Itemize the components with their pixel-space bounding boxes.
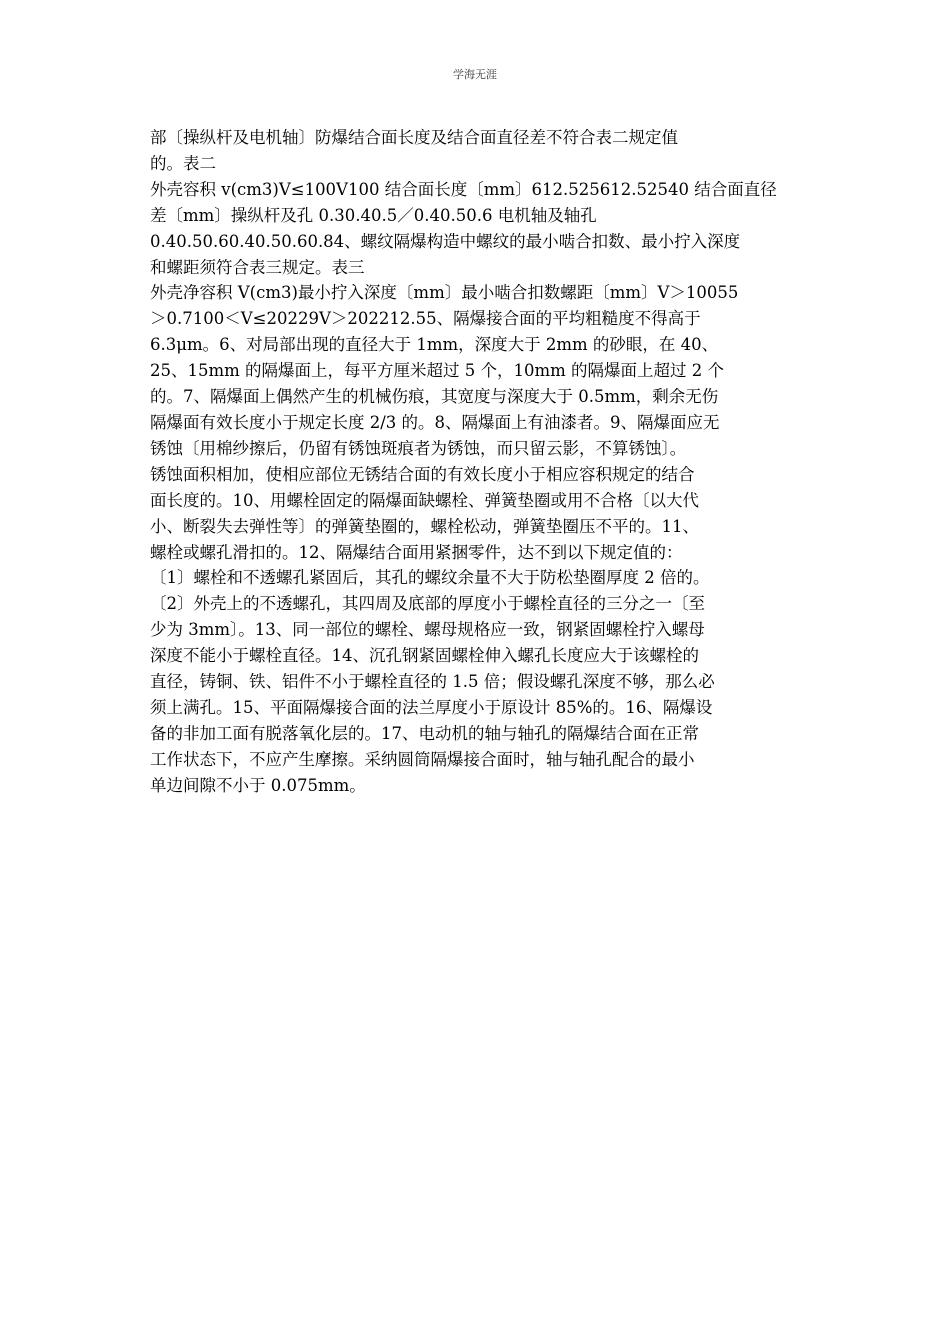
text-line: ＞0.7100＜V≤20229V＞202212.55、隔爆接合面的平均粗糙度不得高于: [150, 309, 701, 329]
text-line: 0.40.50.60.40.50.60.84、螺纹隔爆构造中螺纹的最小啮合扣数、最小拧入深度: [150, 231, 741, 251]
text-line: 面长度的。10、用螺栓固定的隔爆面缺螺栓、弹簧垫圈或用不合格〔以大代: [150, 490, 699, 510]
text-line: 锈蚀面积相加，使相应部位无锈结合面的有效长度小于相应容积规定的结合: [150, 464, 695, 484]
text-line: 单边间隙不小于 0.075mm。: [150, 775, 366, 795]
page-header: 学海无涯: [453, 68, 497, 81]
text-line: 外壳容积 v(cm3)V≤100V100 结合面长度〔mm〕612.525612.52540 结合面直径: [150, 179, 777, 199]
text-line: 须上满孔。15、平面隔爆接合面的法兰厚度小于原设计 85%的。16、隔爆设: [150, 697, 713, 717]
text-line: 〔1〕螺栓和不透螺孔紧固后，其孔的螺纹余量不大于防松垫圈厚度 2 倍的。: [150, 568, 710, 588]
text-line: 的。表二: [150, 153, 216, 173]
text-line: 部〔操纵杆及电机轴〕防爆结合面长度及结合面直径差不符合表二规定值: [150, 128, 678, 147]
text-line: 差〔mm〕操纵杆及孔 0.30.40.5／0.40.50.6 电机轴及轴孔: [150, 205, 597, 225]
text-line: 锈蚀〔用棉纱擦后，仍留有锈蚀斑痕者为锈蚀，而只留云影，不算锈蚀〕。: [150, 438, 687, 458]
text-line: 螺栓或螺孔滑扣的。12、隔爆结合面用紧捆零件，达不到以下规定值的：: [150, 542, 683, 562]
text-line: 工作状态下，不应产生摩擦。采纳圆筒隔爆接合面时，轴与轴孔配合的最小: [150, 749, 695, 769]
text-line: 小、断裂失去弹性等〕的弹簧垫圈的，螺栓松动，弹簧垫圈压不平的。11、: [150, 516, 699, 536]
text-line: 深度不能小于螺栓直径。14、沉孔钢紧固螺栓伸入螺孔长度应大于该螺栓的: [150, 646, 699, 666]
text-line: 和螺距须符合表三规定。表三: [150, 257, 365, 277]
text-line: 隔爆面有效长度小于规定长度 2/3 的。8、隔爆面上有油漆者。9、隔爆面应无: [150, 412, 720, 432]
text-line: 备的非加工面有脱落氧化层的。17、电动机的轴与轴孔的隔爆结合面在正常: [150, 723, 699, 743]
text-line: 外壳净容积 V(cm3)最小拧入深度〔mm〕最小啮合扣数螺距〔mm〕V＞10055: [150, 283, 739, 303]
text-line: 〔2〕外壳上的不透螺孔，其四周及底部的厚度小于螺栓直径的三分之一〔至: [150, 594, 705, 614]
body-text: [150, 125, 800, 799]
text-line: 25、15mm 的隔爆面上，每平方厘米超过 5 个，10mm 的隔爆面上超过 2 个: [150, 361, 725, 381]
text-line: 少为 3mm〕。13、同一部位的螺栓、螺母规格应一致，钢紧固螺栓拧入螺母: [150, 620, 705, 640]
text-line: 直径，铸铜、铁、铝件不小于螺栓直径的 1.5 倍；假设螺孔深度不够，那么必: [150, 672, 715, 692]
text-line: 6.3μm。6、对局部出现的直径大于 1mm，深度大于 2mm 的砂眼，在 40、: [150, 335, 719, 355]
text-line: 的。7、隔爆面上偶然产生的机械伤痕，其宽度与深度大于 0.5mm，剩余无伤: [150, 387, 719, 407]
